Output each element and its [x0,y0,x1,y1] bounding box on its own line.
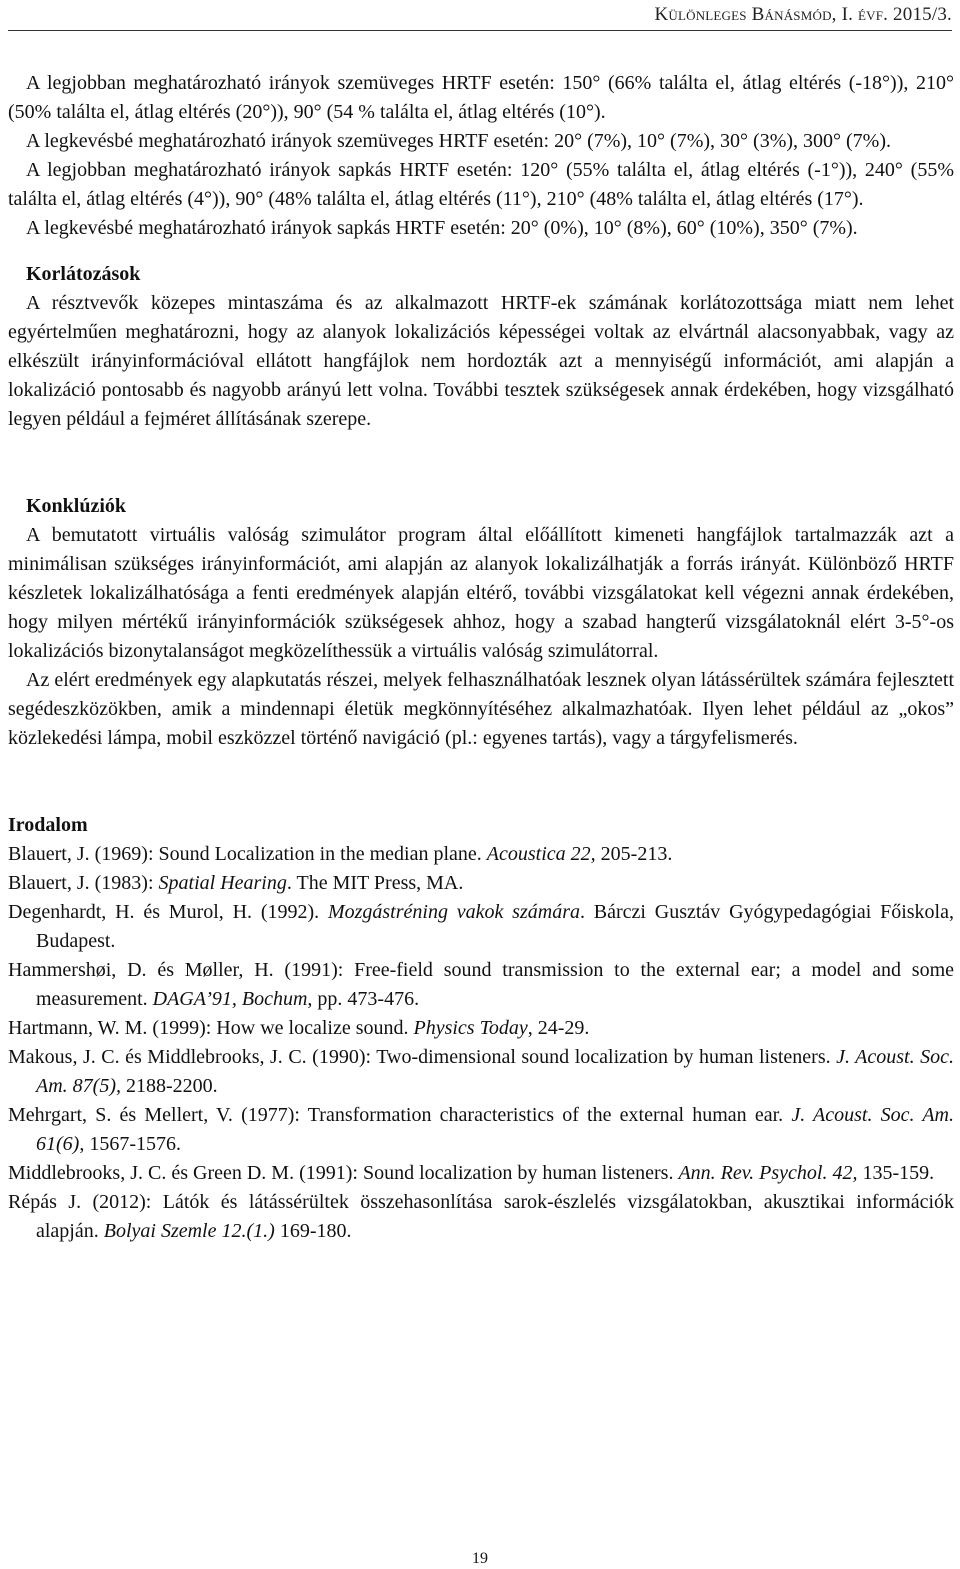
conclusions-section [8,492,954,753]
results-section [8,69,954,243]
reference-item [8,1159,954,1188]
reference-pages: , 1567-1576. [79,1133,181,1155]
reference-text: Hartmann, W. M. (1999): How we localize sound. [8,1017,414,1039]
reference-pages: , 24-29. [527,1017,590,1039]
reference-source: J. Acoust. Soc. Am. 61(6) [36,1104,954,1155]
reference-item [8,956,954,1014]
reference-list [8,840,954,1246]
reference-text: Répás J. (2012): Látók és látássérültek összehasonlítása sarok-észlelés vizsgálatokban, akusztikai információk alapján. [8,1191,954,1242]
reference-item [8,1101,954,1159]
reference-text: Blauert, J. (1969): Sound Localization in the median plane. [8,843,487,865]
reference-pages: , pp. 473-476. [307,988,420,1010]
results-paragraph-2: A legkevésbé meghatározható irányok szemüveges HRTF esetén: 20° (7%), 10° (7%), 30° (3%), 300° (7%). [26,130,891,152]
reference-text: Degenhardt, H. és Murol, H. (1992). [8,901,328,923]
page-number: 19 [472,1550,488,1567]
reference-source: Physics Today [413,1017,528,1039]
reference-item [8,1043,954,1101]
reference-source: Ann. Rev. Psychol. 42, [678,1162,858,1184]
reference-text: Hammershøi, D. és Møller, H. (1991): Free-field sound transmission to the external ear; a model and some measurement. [8,959,954,1010]
reference-source: Spatial Hearing [158,872,287,894]
conclusions-paragraph-2: Az elért eredmények egy alapkutatás részei, melyek felhasználhatóak lesznek olyan látássérültek számára fejlesztett segédeszközökben, amik a mindennapi életük megkönnyítéséhez alkalmazhatóak. Ilyen lehet például az „okos” közlekedési lámpa, mobil eszközzel történő navigáció (pl.: egyenes tartás), vagy a tárgyfelismerés. [8,669,954,749]
reference-text: Mehrgart, S. és Mellert, V. (1977): Transformation characteristics of the external human ear. [8,1104,792,1126]
limitations-paragraph: A résztvevők közepes mintaszáma és az alkalmazott HRTF-ek számának korlátozottsága miatt nem lehet egyértelműen meghatározni, hogy az alanyok lokalizációs képességei voltak az elvártnál alacsonyabbak, vagy az elkészült irányinformációval ellátott hangfájlok nem hordozták azt a mennyiségű információt, ami alapján a lokalizáció pontosabb és nagyobb arányú lett volna. További tesztek szükségesek annak érdekében, hogy vizsgálható legyen például a fejméret állításának szerepe. [8,292,954,430]
limitations-heading: Korlátozások [26,263,141,285]
reference-item [8,869,954,898]
reference-source: Bolyai Szemle 12.(1.) [103,1220,275,1242]
reference-source: DAGA’91, Bochum [152,988,308,1010]
reference-pages: . Bárczi Gusztáv Gyógypedagógiai Főiskola, Budapest. [36,901,954,952]
reference-pages: . The MIT Press, MA. [286,872,464,894]
header-rule [8,30,952,31]
conclusions-paragraph-1: A bemutatott virtuális valóság szimulátor program által előállított kimeneti hangfájlok tartalmazzák azt a minimálisan szükséges irányinformációt, ami alapján az alanyok lokalizálhatják a forrás irányát. Különböző HRTF készletek lokalizálhatósága a fenti eredmények alapján eltérő, további vizsgálatokat kell végezni annak érdekében, hogy milyen mértékű irányinformációk szükségesek ahhoz, hogy a szabad hangterű vizsgálatoknál elért 3-5°-os lokalizációs bizonytalanságot megközelíthessük a virtuális valóság szimulátorral. [8,524,954,662]
references-section [8,811,954,1246]
reference-text: Middlebrooks, J. C. és Green D. M. (1991): Sound localization by human listeners. [8,1162,679,1184]
reference-pages: 205-213. [595,843,673,865]
reference-text: Blauert, J. (1983): [8,872,159,894]
reference-pages: 135-159. [857,1162,935,1184]
results-paragraph-4: A legkevésbé meghatározható irányok sapkás HRTF esetén: 20° (0%), 10° (8%), 60° (10%), 350° (7%). [26,217,858,239]
results-paragraph-1: A legjobban meghatározható irányok szemüveges HRTF esetén: 150° (66% találta el, átlag eltérés (-18°)), 210° (50% találta el, átlag eltérés (20°)), 90° (54 % találta el, átlag eltérés (10°). [8,72,954,123]
reference-pages: 169-180. [274,1220,352,1242]
limitations-section [8,260,954,434]
conclusions-heading: Konklúziók [26,495,127,517]
running-header [654,4,952,26]
reference-source: J. Acoust. Soc. Am. 87(5), [36,1046,954,1097]
references-heading: Irodalom [8,814,88,836]
reference-source: Mozgástréning vakok számára [327,901,580,923]
main-content [8,69,954,1246]
reference-pages: 2188-2200. [120,1075,218,1097]
reference-item [8,840,954,869]
journal-title: Különleges Bánásmód, I. évf. 2015/3. [654,4,952,25]
results-paragraph-3: A legjobban meghatározható irányok sapkás HRTF esetén: 120° (55% találta el, átlag eltérés (-1°)), 240° (55% találta el, átlag eltérés (4°)), 90° (48% találta el, átlag eltérés (11°), 210° (48% találta el, átlag eltérés (17°). [8,159,954,210]
reference-item [8,1188,954,1246]
reference-item [8,898,954,956]
reference-text: Makous, J. C. és Middlebrooks, J. C. (1990): Two-dimensional sound localization by human listeners. [8,1046,837,1068]
reference-item [8,1014,954,1043]
reference-source: Acoustica 22, [486,843,596,865]
